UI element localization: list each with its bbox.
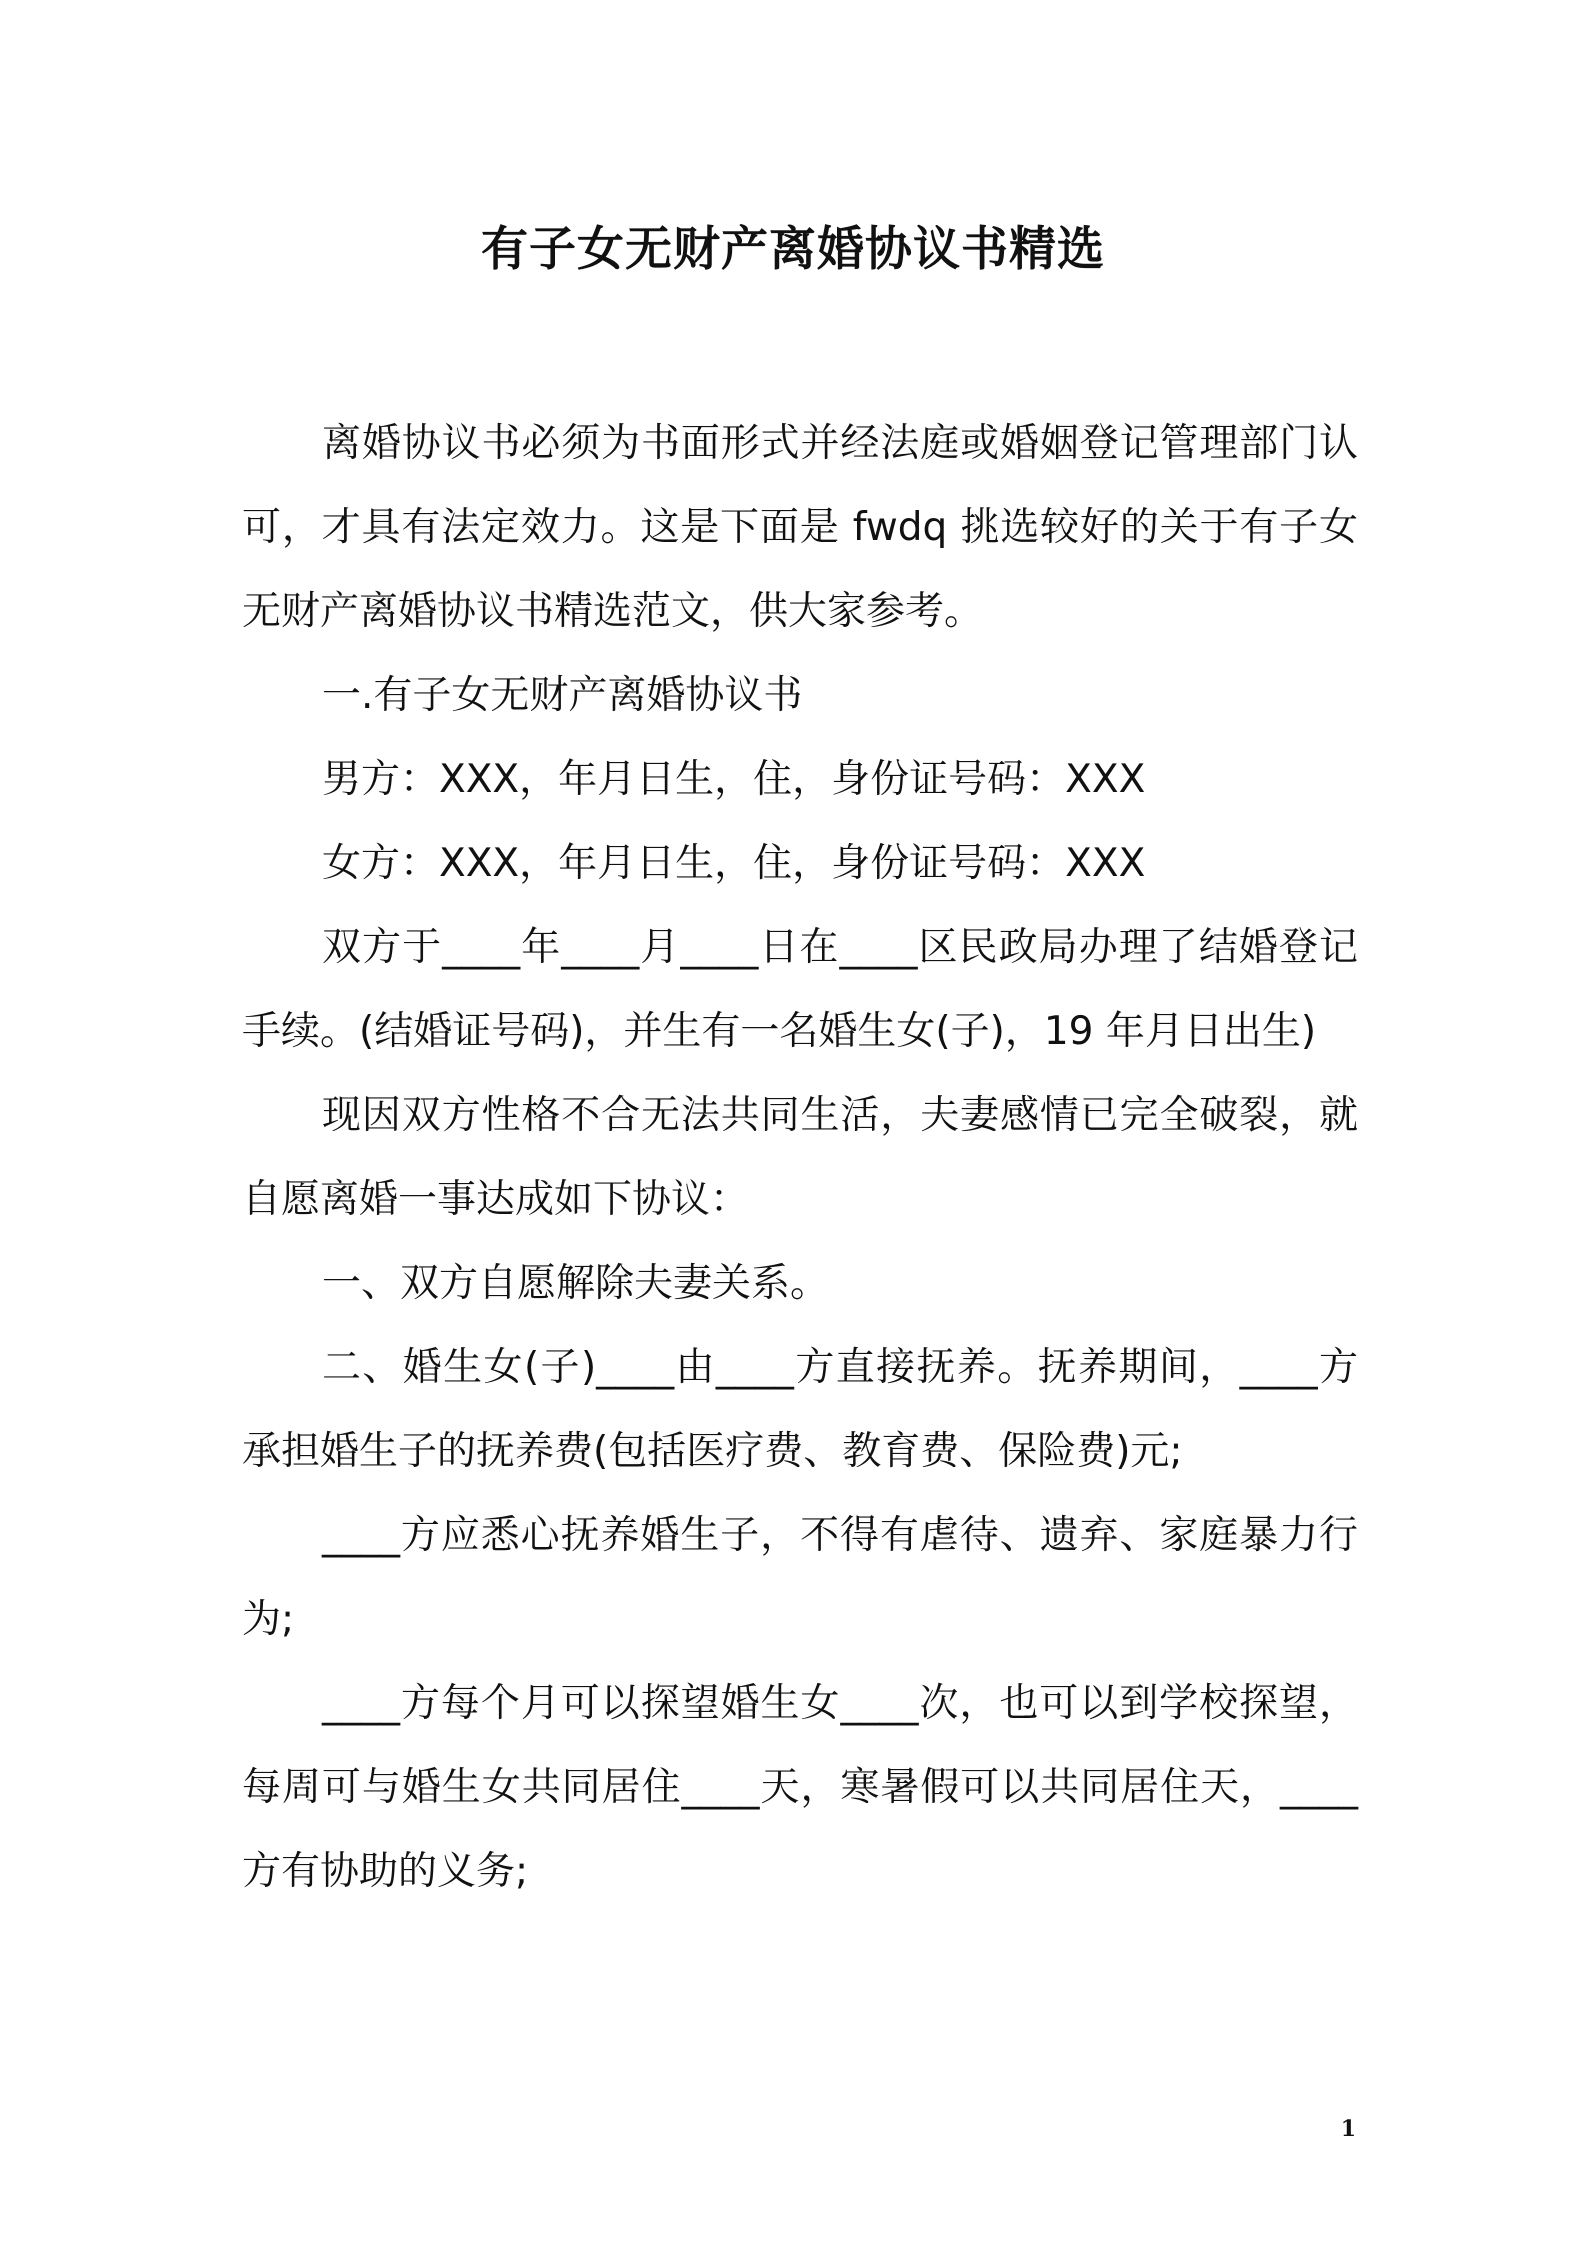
paragraph-child-care: ____方应悉心抚养婚生子，不得有虐待、遗弃、家庭暴力行为; (242, 1513, 1358, 1642)
paragraph-divorce-reason: 现因双方性格不合无法共同生活，夫妻感情已完全破裂，就自愿离婚一事达成如下协议： (242, 1093, 1358, 1222)
document-title: 有子女无财产离婚协议书精选 (481, 222, 1105, 277)
paragraph-intro: 离婚协议书必须为书面形式并经法庭或婚姻登记管理部门认可，才具有法定效力。这是下面是 fwdq 挑选较好的关于有子女无财产离婚协议书精选范文，供大家参考。 (242, 421, 1358, 634)
paragraph-clause-1: 一、双方自愿解除夫妻关系。 (322, 1261, 830, 1306)
paragraph-male-party: 男方：XXX，年月日生，住，身份证号码：XXX (322, 757, 1146, 802)
paragraph-marriage-registration: 双方于____年____月____日在____区民政局办理了结婚登记手续。(结婚证号码)，并生有一名婚生女(子)，19 年月日出生) (242, 925, 1358, 1054)
document-body (242, 402, 1358, 1914)
paragraph-section-heading: 一.有子女无财产离婚协议书 (322, 673, 803, 718)
paragraph-female-party: 女方：XXX，年月日生，住，身份证号码：XXX (322, 841, 1146, 886)
page-number: 1 (1340, 2116, 1356, 2142)
paragraph-visitation: ____方每个月可以探望婚生女____次，也可以到学校探望，每周可与婚生女共同居住____天，寒暑假可以共同居住天，____方有协助的义务; (242, 1681, 1358, 1894)
paragraph-clause-2: 二、婚生女(子)____由____方直接抚养。抚养期间，____方承担婚生子的抚养费(包括医疗费、教育费、保险费)元; (242, 1345, 1358, 1474)
